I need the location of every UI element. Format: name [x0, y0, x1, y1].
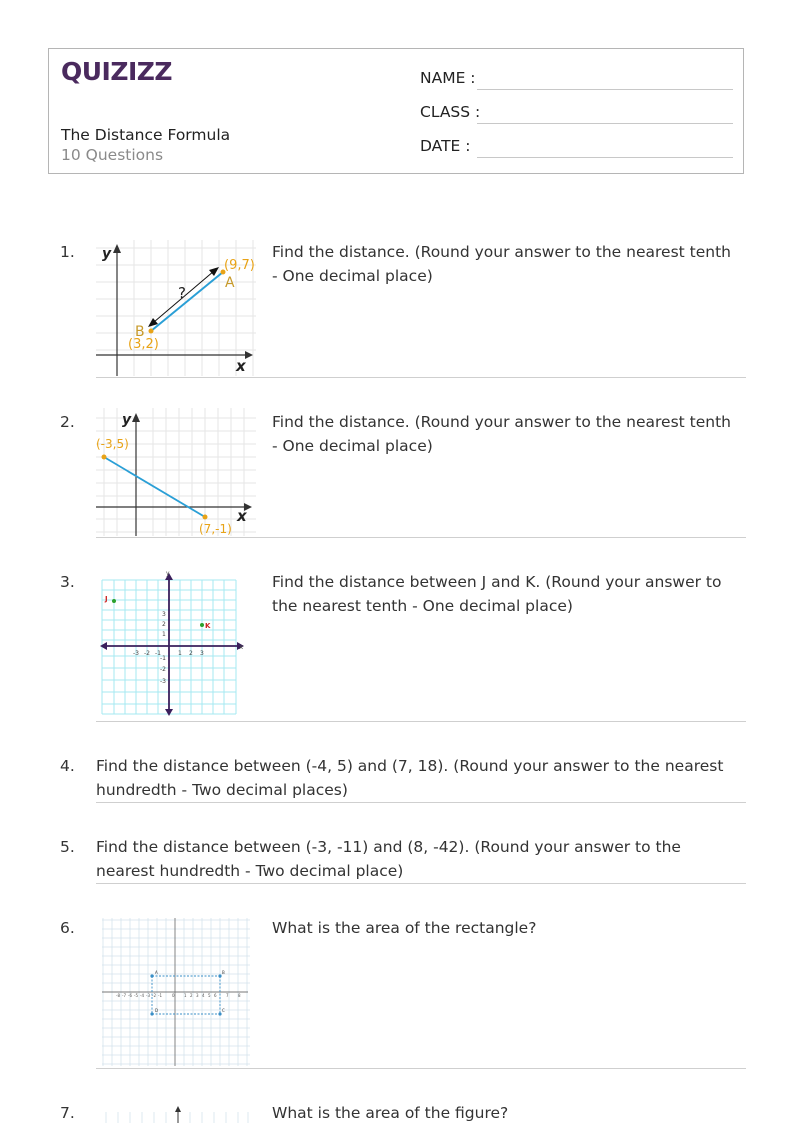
q2-point-2-coords: (7,-1): [199, 522, 232, 536]
question-5-number: 5.: [60, 838, 75, 856]
q3-x-tick: 2: [189, 650, 193, 657]
question-2-number: 2.: [60, 413, 75, 431]
q3-y-axis-label: y: [166, 570, 170, 577]
q3-x-tick: -2: [144, 650, 150, 657]
q3-x-tick: -1: [155, 650, 161, 657]
q1-x-axis-label: x: [236, 357, 246, 375]
question-3-text: Find the distance between J and K. (Round your answer to the nearest tenth - One decimal place): [272, 573, 722, 615]
date-label: DATE :: [420, 137, 471, 155]
question-2-text: Find the distance. (Round your answer to the nearest tenth - One decimal place): [272, 413, 731, 455]
question-6-graph: [100, 916, 252, 1068]
q3-x-tick: -3: [133, 650, 139, 657]
worksheet-header: [48, 48, 744, 174]
class-line: [477, 123, 733, 124]
class-label: CLASS :: [420, 103, 481, 121]
q3-y-tick: 1: [162, 631, 166, 638]
q6-x-tick: 4: [202, 993, 205, 998]
question-5-divider: [96, 883, 746, 884]
q6-x-tick: 2: [190, 993, 193, 998]
q6-x-tick: 0: [172, 993, 175, 998]
question-7-graph: [100, 1106, 252, 1123]
worksheet-title: The Distance Formula: [61, 126, 231, 144]
q6-x-tick: -7: [122, 993, 126, 998]
q2-x-axis-label: x: [237, 507, 247, 525]
q6-corner-b-label: B: [222, 970, 225, 975]
q6-x-tick: -5: [134, 993, 138, 998]
q6-x-tick: 7: [226, 993, 229, 998]
q3-x-tick: 3: [200, 650, 204, 657]
question-2-divider: [96, 537, 746, 538]
q3-x-axis-label: x: [239, 643, 244, 651]
question-3-number: 3.: [60, 573, 75, 591]
q1-y-axis-label: y: [102, 246, 112, 262]
q6-corner-d-label: D: [155, 1008, 159, 1013]
quizizz-logo: QUIZIZZ: [61, 57, 173, 86]
q1-point-a-coords: (9,7): [224, 258, 255, 273]
q1-point-a-label: A: [225, 275, 235, 291]
q1-point-b-coords: (3,2): [128, 337, 159, 352]
q6-x-tick: -1: [158, 993, 162, 998]
q6-x-tick: 6: [214, 993, 217, 998]
question-1-text: Find the distance. (Round your answer to the nearest tenth - One decimal place): [272, 243, 731, 285]
q6-x-tick: 5: [208, 993, 211, 998]
question-4-text: Find the distance between (-4, 5) and (7, 18). (Round your answer to the nearest hundredth - Two decimal places): [96, 757, 724, 799]
q6-x-tick: -6: [128, 993, 132, 998]
q2-point-1-coords: (-3,5): [96, 437, 129, 451]
q1-unknown-mark: ?: [178, 284, 186, 302]
question-3-divider: [96, 721, 746, 722]
question-2-graph: [96, 408, 256, 536]
q6-x-tick: -3: [146, 993, 150, 998]
q6-x-tick: 1: [184, 993, 187, 998]
q6-x-tick: 3: [196, 993, 199, 998]
name-label: NAME :: [420, 69, 476, 87]
q6-corner-c-label: C: [222, 1008, 225, 1013]
q3-point-j-label: J: [105, 595, 108, 603]
q3-y-tick: -3: [160, 678, 166, 685]
question-4-divider: [96, 802, 746, 803]
question-7-number: 7.: [60, 1104, 75, 1122]
question-1-divider: [96, 377, 746, 378]
q3-y-tick: -2: [160, 666, 166, 673]
question-3-graph: [100, 570, 248, 716]
q3-y-tick: 3: [162, 611, 166, 618]
q3-point-k-label: K: [205, 622, 211, 630]
question-6-text: What is the area of the rectangle?: [272, 919, 537, 937]
question-6-number: 6.: [60, 919, 75, 937]
q6-x-tick: -4: [140, 993, 144, 998]
question-4-number: 4.: [60, 757, 75, 775]
q3-y-tick: 2: [162, 621, 166, 628]
question-1-graph: [96, 240, 256, 376]
q2-y-axis-label: y: [122, 412, 132, 428]
question-1-number: 1.: [60, 243, 75, 261]
name-line: [477, 89, 733, 90]
question-7-text: What is the area of the figure?: [272, 1104, 509, 1122]
q3-y-tick: -1: [160, 655, 166, 662]
q3-x-tick: 1: [178, 650, 182, 657]
question-5-text: Find the distance between (-3, -11) and (8, -42). (Round your answer to the nearest hundredth - Two decimal place): [96, 838, 681, 880]
q6-corner-a-label: A: [155, 970, 158, 975]
q1-point-b-label: B: [135, 324, 145, 340]
q6-x-tick: 8: [238, 993, 241, 998]
question-6-divider: [96, 1068, 746, 1069]
q6-x-tick: -8: [116, 993, 120, 998]
question-count: 10 Questions: [61, 146, 164, 164]
date-line: [477, 157, 733, 158]
q6-x-tick: -2: [152, 993, 156, 998]
